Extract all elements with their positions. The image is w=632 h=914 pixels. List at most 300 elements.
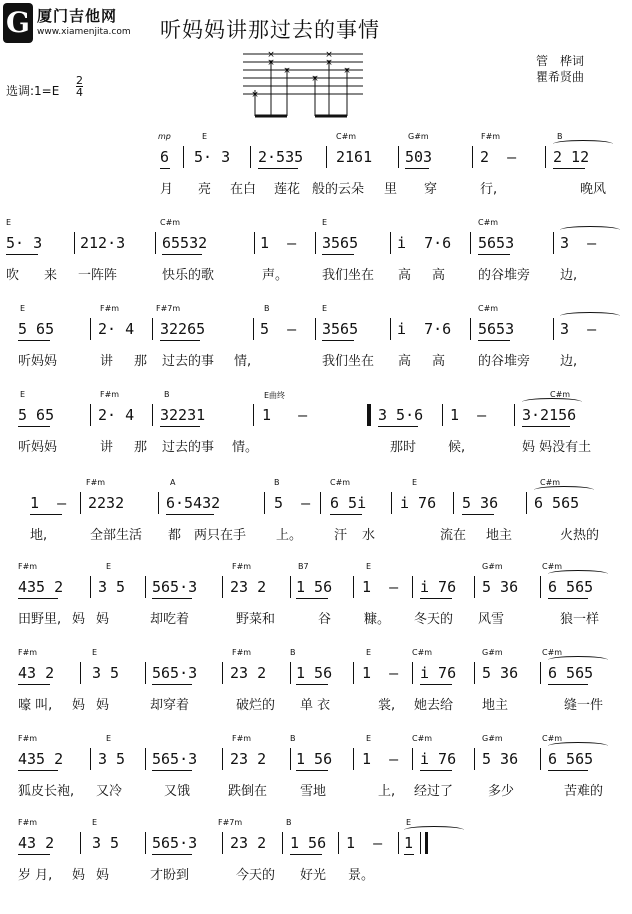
score-row (0, 218, 632, 314)
chord-symbol: B (290, 648, 296, 657)
bar-line (390, 232, 391, 254)
chord-symbol: C#m (540, 478, 561, 487)
notation-line (0, 834, 632, 860)
bar-line (398, 832, 399, 854)
slur-arc (534, 486, 594, 494)
bar-line (320, 492, 321, 514)
lyric-text: 情, (234, 354, 252, 369)
slur-arc (522, 398, 582, 406)
note-group: 6 (160, 148, 170, 166)
note-group: 3 5 (92, 834, 120, 852)
note-group: 1 56 (296, 664, 333, 682)
chord-symbol: F#m (232, 562, 252, 571)
bar-line (158, 492, 159, 514)
note-group: 3 5 (92, 664, 120, 682)
lyric-text: 才盼到 (150, 868, 190, 883)
note-group: 23 2 (230, 750, 267, 768)
lyric-text: 雪地 (300, 784, 327, 799)
lyric-text: 缝一件 (564, 698, 604, 713)
note-group: i 7·6 (397, 320, 452, 338)
note-group: 5653 (478, 320, 515, 338)
logo-url: www.xiamenjita.com (37, 27, 131, 37)
lyric-text: 听妈妈 (18, 354, 58, 369)
score-row (0, 648, 632, 744)
bar-line (254, 232, 255, 254)
bar-line (290, 662, 291, 684)
note-group: 503 (405, 148, 433, 166)
double-bar-line (425, 832, 428, 854)
notation-line (0, 148, 632, 174)
chord-symbol: E (106, 562, 112, 571)
lyric-text: 狐皮长袍, (18, 784, 75, 799)
lyric-text: 妈 妈没有土 (522, 440, 592, 455)
bar-line (370, 404, 371, 426)
bar-line (472, 146, 473, 168)
notation-line (0, 494, 632, 520)
bar-line (222, 662, 223, 684)
lyric-text: 过去的事 (162, 440, 215, 455)
lyric-text: 高 (398, 268, 412, 283)
note-group: 1 56 (296, 578, 333, 596)
lyric-text: 在白 (230, 182, 257, 197)
slur-arc (548, 656, 608, 664)
chord-symbol: F#m (100, 390, 120, 399)
lyric-text: 跌倒在 (228, 784, 268, 799)
svg-text:×: × (283, 66, 291, 76)
bar-line (540, 662, 541, 684)
chord-symbol: F#m (481, 132, 501, 141)
note-group: 6 5i (330, 494, 367, 512)
chord-symbol: E (322, 218, 328, 227)
chord-symbol: C#m (336, 132, 357, 141)
lyric-text: 苦难的 (564, 784, 604, 799)
lyric-text: 都 (168, 528, 182, 543)
note-group: 3565 (322, 320, 359, 338)
slur-arc (548, 742, 608, 750)
notation-line (0, 578, 632, 604)
score-row (0, 478, 632, 574)
dynamic-mark: mp (158, 132, 171, 141)
note-group: 565·3 (152, 834, 198, 852)
note-group: 6 565 (548, 578, 594, 596)
chord-symbol: G#m (408, 132, 429, 141)
note-group: 1 – (362, 664, 399, 682)
lyric-text: 来 (44, 268, 58, 283)
note-group: 1 – (346, 834, 383, 852)
chord-symbol: E (406, 818, 412, 827)
lyric-text: 候, (448, 440, 466, 455)
note-group: 1 56 (296, 750, 333, 768)
chord-symbol: B7 (298, 562, 309, 571)
chord-symbol: C#m (412, 648, 433, 657)
chord-symbol: F#7m (156, 304, 181, 313)
lyric-text: 高 (432, 354, 446, 369)
time-signature-bottom: 4 (76, 86, 83, 99)
note-group: 6 565 (548, 664, 594, 682)
lyric-text: 情。 (232, 440, 259, 455)
note-group: 3·2156 (522, 406, 577, 424)
note-group: 1 – (450, 406, 487, 424)
guitar-logo-icon: G (3, 3, 33, 43)
note-group: 3 – (560, 234, 597, 252)
lyric-text: 妈 (72, 698, 86, 713)
chord-symbol: F#m (18, 818, 38, 827)
lyric-text: 地主 (486, 528, 513, 543)
lyric-text: 两只在手 (194, 528, 247, 543)
chord-symbol: C#m (550, 390, 571, 399)
note-group: 1 (404, 834, 414, 852)
note-group: 6·5432 (166, 494, 221, 512)
svg-text:×: × (325, 58, 333, 68)
chord-symbol: F#m (18, 734, 38, 743)
note-group: 1 – (30, 494, 67, 512)
chord-symbol: G#m (482, 648, 503, 657)
note-group: 23 2 (230, 664, 267, 682)
note-group: 5· 3 (194, 148, 231, 166)
bar-line (474, 662, 475, 684)
chord-symbol: C#m (330, 478, 351, 487)
chord-symbol: C#m (542, 734, 563, 743)
score-row (0, 562, 632, 658)
note-group: 6 565 (548, 750, 594, 768)
chord-symbol: C#m (478, 218, 499, 227)
lyric-text: 谷 (318, 612, 332, 627)
note-group: 2232 (88, 494, 125, 512)
chord-symbol: B (557, 132, 563, 141)
chord-symbol: E (92, 818, 98, 827)
note-group: 3 5·6 (378, 406, 424, 424)
score-row (0, 132, 632, 228)
note-group: 6 565 (534, 494, 580, 512)
lyricist-credit: 管 桦词 (536, 54, 585, 68)
note-group: 32231 (160, 406, 206, 424)
note-group: 565·3 (152, 750, 198, 768)
svg-text:×: × (343, 66, 351, 76)
bar-line (398, 146, 399, 168)
chord-symbol: F#7m (218, 818, 243, 827)
lyric-text: 边, (560, 268, 578, 283)
note-group: 5 36 (482, 750, 519, 768)
lyric-text: 快乐的歌 (162, 268, 215, 283)
lyric-text: 上, (378, 784, 396, 799)
lyric-text: 妈 (72, 612, 86, 627)
note-group: i 76 (420, 664, 457, 682)
chord-symbol: E (20, 390, 26, 399)
bar-line (470, 232, 471, 254)
bar-line (145, 576, 146, 598)
notation-line (0, 234, 632, 260)
lyric-text: 地, (30, 528, 48, 543)
note-group: 1 56 (290, 834, 327, 852)
note-group: 435 2 (18, 750, 64, 768)
lyric-text: 妈 (96, 698, 110, 713)
svg-text:×: × (267, 50, 275, 60)
bar-line (183, 146, 184, 168)
lyric-text: 过去的事 (162, 354, 215, 369)
chord-symbol: E曲终 (264, 391, 286, 400)
score-row (0, 304, 632, 400)
score-row (0, 390, 632, 486)
lyric-text: 单 衣 (300, 698, 331, 713)
bar-line (545, 146, 546, 168)
bar-line (74, 232, 75, 254)
note-group: 435 2 (18, 578, 64, 596)
bar-line (553, 232, 554, 254)
bar-line (80, 492, 81, 514)
lyric-text: 她去给 (414, 698, 454, 713)
chord-symbol: B (290, 734, 296, 743)
bar-line (391, 492, 392, 514)
note-group: 2· 4 (98, 406, 135, 424)
lyric-text: 的谷堆旁 (478, 268, 531, 283)
slur-arc (560, 312, 620, 320)
lyric-text: 却吃着 (150, 612, 190, 627)
composer-credit: 瞿希贤曲 (536, 70, 585, 84)
bar-line (474, 748, 475, 770)
lyric-text: 边, (560, 354, 578, 369)
lyric-text: 田野里, (18, 612, 62, 627)
lyric-text: 讲 (100, 440, 114, 455)
bar-line (290, 576, 291, 598)
chord-symbol: E (366, 734, 372, 743)
bar-line (152, 404, 153, 426)
lyric-text: 我们坐在 (322, 268, 375, 283)
lyric-text: 景。 (348, 868, 375, 883)
lyric-text: 火热的 (560, 528, 600, 543)
bar-line (474, 576, 475, 598)
chord-symbol: B (286, 818, 292, 827)
song-title: 听妈妈讲那过去的事情 (160, 18, 380, 42)
note-group: 43 2 (18, 834, 55, 852)
note-group: 5· 3 (6, 234, 43, 252)
bar-line (145, 748, 146, 770)
note-group: 1 – (260, 234, 297, 252)
lyric-text: 一阵阵 (78, 268, 118, 283)
bar-line (282, 832, 283, 854)
chord-symbol: B (274, 478, 280, 487)
note-group: 5 36 (482, 664, 519, 682)
note-group: 5 36 (482, 578, 519, 596)
lyric-text: 亮 (198, 182, 212, 197)
lyric-text: 裳, (378, 698, 396, 713)
bar-line (80, 832, 81, 854)
lyric-text: 风雪 (478, 612, 505, 627)
bar-line (326, 146, 327, 168)
note-group: i 76 (400, 494, 437, 512)
bar-line (253, 404, 254, 426)
note-group: 23 2 (230, 834, 267, 852)
lyric-text: 的谷堆旁 (478, 354, 531, 369)
lyric-text: 经过了 (414, 784, 454, 799)
note-group: i 76 (420, 578, 457, 596)
bar-line (526, 492, 527, 514)
note-group: 23 2 (230, 578, 267, 596)
note-group: 1 – (362, 578, 399, 596)
note-group: 32265 (160, 320, 206, 338)
lyric-text: 流在 (440, 528, 467, 543)
note-group: i 7·6 (397, 234, 452, 252)
chord-symbol: C#m (542, 562, 563, 571)
lyric-text: 吹 (6, 268, 20, 283)
chord-symbol: G#m (482, 734, 503, 743)
bar-line (90, 576, 91, 598)
bar-line (540, 576, 541, 598)
note-group: 5 65 (18, 320, 55, 338)
bar-line (553, 318, 554, 340)
lyric-text: 听妈妈 (18, 440, 58, 455)
bar-line (470, 318, 471, 340)
note-group: 5 – (274, 494, 311, 512)
lyric-text: 高 (432, 268, 446, 283)
note-group: 565·3 (152, 578, 198, 596)
lyric-text: 晚风 (580, 182, 607, 197)
lyric-text: 狼一样 (560, 612, 600, 627)
lyric-text: 野菜和 (236, 612, 276, 627)
lyric-text: 冬天的 (414, 612, 454, 627)
chord-symbol: A (170, 478, 176, 487)
time-signature-top: 2 (76, 74, 83, 87)
chord-symbol: E (412, 478, 418, 487)
lyric-text: 好光 (300, 868, 327, 883)
svg-text:×: × (267, 58, 275, 68)
chord-symbol: E (202, 132, 208, 141)
key-signature: 选调:1=E (6, 84, 60, 98)
bar-line (90, 748, 91, 770)
lyric-text: 今天的 (236, 868, 276, 883)
bar-line (145, 832, 146, 854)
lyric-text: 穿 (424, 182, 438, 197)
chord-symbol: F#m (18, 562, 38, 571)
chord-symbol: E (106, 734, 112, 743)
site-logo[interactable] (3, 3, 153, 45)
lyric-text: 却穿着 (150, 698, 190, 713)
bar-line (338, 832, 339, 854)
bar-line (290, 748, 291, 770)
lyric-text: 岁 月, (18, 868, 53, 883)
svg-text:×: × (311, 74, 319, 84)
lyric-text: 里 (384, 182, 398, 197)
chord-symbol: F#m (86, 478, 106, 487)
note-group: 3 5 (98, 578, 126, 596)
chord-symbol: F#m (232, 734, 252, 743)
lyric-text: 又冷 (96, 784, 123, 799)
chord-symbol: E (322, 304, 328, 313)
lyric-text: 讲 (100, 354, 114, 369)
lyric-text: 上。 (276, 528, 303, 543)
slur-arc (553, 140, 613, 148)
lyric-text: 汗 (334, 528, 348, 543)
lyric-text: 我们坐在 (322, 354, 375, 369)
svg-text:×: × (251, 90, 259, 100)
score-row (0, 818, 632, 914)
chord-symbol: F#m (232, 648, 252, 657)
slur-arc (548, 570, 608, 578)
bar-line (315, 318, 316, 340)
lyric-text: 那 (134, 354, 148, 369)
bar-line (152, 318, 153, 340)
note-group: 2161 (336, 148, 373, 166)
note-group: 5653 (478, 234, 515, 252)
lyric-text: 莲花 (274, 182, 301, 197)
bar-line (90, 318, 91, 340)
lyric-text: 全部生活 (90, 528, 143, 543)
lyric-text: 糠。 (364, 612, 391, 627)
note-group: 5 36 (462, 494, 499, 512)
note-group: i 76 (420, 750, 457, 768)
notation-line (0, 320, 632, 346)
lyric-text: 水 (362, 528, 376, 543)
bar-line (442, 404, 443, 426)
bar-line (155, 232, 156, 254)
lyric-text: 高 (398, 354, 412, 369)
chord-symbol: E (366, 648, 372, 657)
chord-symbol: C#m (542, 648, 563, 657)
note-group: 212·3 (80, 234, 126, 252)
lyric-text: 月 (160, 182, 174, 197)
notation-line (0, 750, 632, 776)
note-group: 65532 (162, 234, 208, 252)
bar-line (250, 146, 251, 168)
note-group: 3565 (322, 234, 359, 252)
bar-line (80, 662, 81, 684)
chord-symbol: E (6, 218, 12, 227)
lyric-text: 妈 (96, 868, 110, 883)
lyric-text: 声。 (262, 268, 289, 283)
note-group: 565·3 (152, 664, 198, 682)
chord-symbol: F#m (100, 304, 120, 313)
logo-name: 厦门吉他网 (37, 7, 118, 25)
note-group: 1 – (262, 406, 308, 424)
bar-line (353, 576, 354, 598)
chord-symbol: C#m (160, 218, 181, 227)
lyric-text: 地主 (482, 698, 509, 713)
bar-line (412, 576, 413, 598)
chord-symbol: B (264, 304, 270, 313)
note-group: 2 – (480, 148, 517, 166)
bar-line (264, 492, 265, 514)
note-group: 3 5 (98, 750, 126, 768)
note-group: 2·535 (258, 148, 304, 166)
bar-line (353, 662, 354, 684)
slur-arc (404, 826, 464, 834)
bar-line (222, 576, 223, 598)
notation-line (0, 664, 632, 690)
lyric-text: 嚎 叫, (18, 698, 53, 713)
lyric-text: 行, (480, 182, 498, 197)
lyric-text: 那时 (390, 440, 417, 455)
svg-text:×: × (325, 50, 333, 60)
lyric-text: 般的云朵 (312, 182, 365, 197)
chord-symbol: C#m (478, 304, 499, 313)
bar-line (353, 748, 354, 770)
lyric-text: 妈 (72, 868, 86, 883)
note-group: 2 12 (553, 148, 590, 166)
bar-line (90, 404, 91, 426)
lyric-text: 妈 (96, 612, 110, 627)
note-group: 5 – (260, 320, 297, 338)
double-bar-line (367, 404, 370, 426)
bar-line (412, 748, 413, 770)
bar-line (420, 832, 421, 854)
lyric-text: 那 (134, 440, 148, 455)
note-group: 5 65 (18, 406, 55, 424)
score-row (0, 734, 632, 830)
bar-line (315, 232, 316, 254)
time-signature (76, 75, 83, 98)
note-group: 2· 4 (98, 320, 135, 338)
bar-line (222, 832, 223, 854)
notation-line (0, 406, 632, 432)
